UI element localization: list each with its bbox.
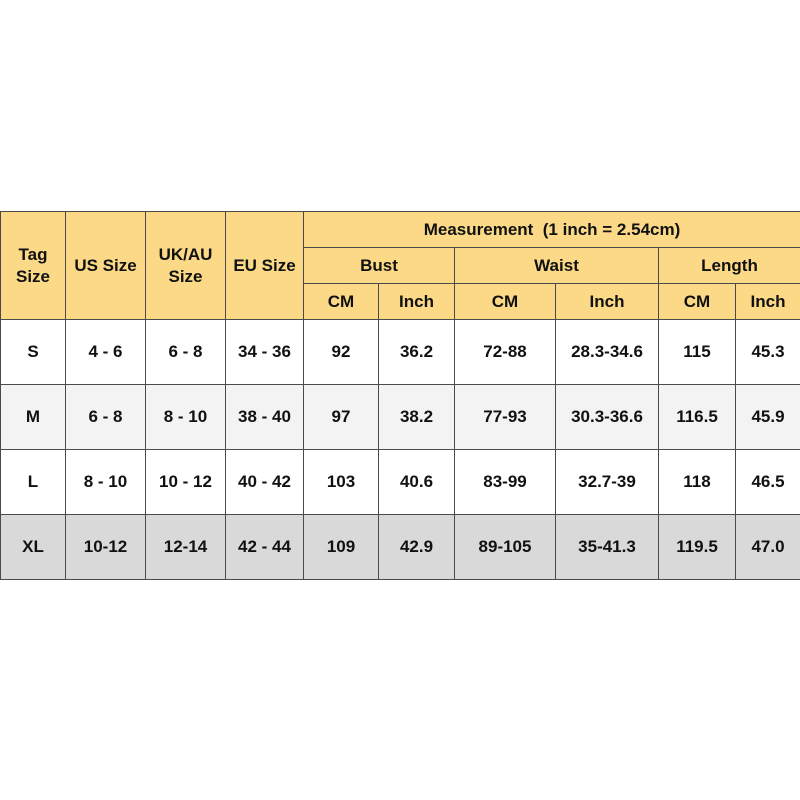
cell-waist-inch: 35-41.3: [556, 515, 659, 580]
size-chart-table: [0, 211, 800, 580]
header-length-cm: CM: [659, 284, 736, 320]
cell-uk-au-size: 12-14: [146, 515, 226, 580]
cell-tag-size: S: [1, 320, 66, 385]
cell-us-size: 4 - 6: [66, 320, 146, 385]
cell-bust-inch: 38.2: [379, 385, 455, 450]
cell-waist-cm: 72-88: [455, 320, 556, 385]
header-tag-size: Tag Size: [1, 212, 66, 320]
cell-length-inch: 45.3: [736, 320, 800, 385]
header-length: Length: [659, 248, 800, 284]
header-waist: Waist: [455, 248, 659, 284]
cell-uk-au-size: 6 - 8: [146, 320, 226, 385]
header-uk-au-size: UK/AU Size: [146, 212, 226, 320]
table-row: [1, 450, 800, 515]
cell-tag-size: L: [1, 450, 66, 515]
header-us-size: US Size: [66, 212, 146, 320]
cell-tag-size: M: [1, 385, 66, 450]
table-row: [1, 515, 800, 580]
cell-uk-au-size: 8 - 10: [146, 385, 226, 450]
cell-bust-inch: 36.2: [379, 320, 455, 385]
cell-length-inch: 47.0: [736, 515, 800, 580]
cell-bust-inch: 42.9: [379, 515, 455, 580]
cell-bust-inch: 40.6: [379, 450, 455, 515]
cell-bust-cm: 97: [304, 385, 379, 450]
cell-length-cm: 116.5: [659, 385, 736, 450]
cell-length-inch: 45.9: [736, 385, 800, 450]
cell-uk-au-size: 10 - 12: [146, 450, 226, 515]
table-row: [1, 385, 800, 450]
cell-waist-cm: 77-93: [455, 385, 556, 450]
header-waist-inch: Inch: [556, 284, 659, 320]
cell-us-size: 6 - 8: [66, 385, 146, 450]
cell-waist-inch: 28.3-34.6: [556, 320, 659, 385]
cell-bust-cm: 103: [304, 450, 379, 515]
cell-bust-cm: 92: [304, 320, 379, 385]
cell-length-inch: 46.5: [736, 450, 800, 515]
cell-waist-inch: 32.7-39: [556, 450, 659, 515]
cell-length-cm: 118: [659, 450, 736, 515]
cell-us-size: 8 - 10: [66, 450, 146, 515]
cell-eu-size: 42 - 44: [226, 515, 304, 580]
header-bust-cm: CM: [304, 284, 379, 320]
cell-waist-cm: 89-105: [455, 515, 556, 580]
cell-length-cm: 119.5: [659, 515, 736, 580]
cell-tag-size: XL: [1, 515, 66, 580]
header-measurement: Measurement (1 inch = 2.54cm): [304, 212, 800, 248]
cell-eu-size: 34 - 36: [226, 320, 304, 385]
table-row: [1, 320, 800, 385]
cell-us-size: 10-12: [66, 515, 146, 580]
header-bust-inch: Inch: [379, 284, 455, 320]
cell-eu-size: 40 - 42: [226, 450, 304, 515]
cell-waist-cm: 83-99: [455, 450, 556, 515]
header-bust: Bust: [304, 248, 455, 284]
cell-length-cm: 115: [659, 320, 736, 385]
cell-eu-size: 38 - 40: [226, 385, 304, 450]
header-waist-cm: CM: [455, 284, 556, 320]
cell-waist-inch: 30.3-36.6: [556, 385, 659, 450]
cell-bust-cm: 109: [304, 515, 379, 580]
header-length-inch: Inch: [736, 284, 800, 320]
header-eu-size: EU Size: [226, 212, 304, 320]
